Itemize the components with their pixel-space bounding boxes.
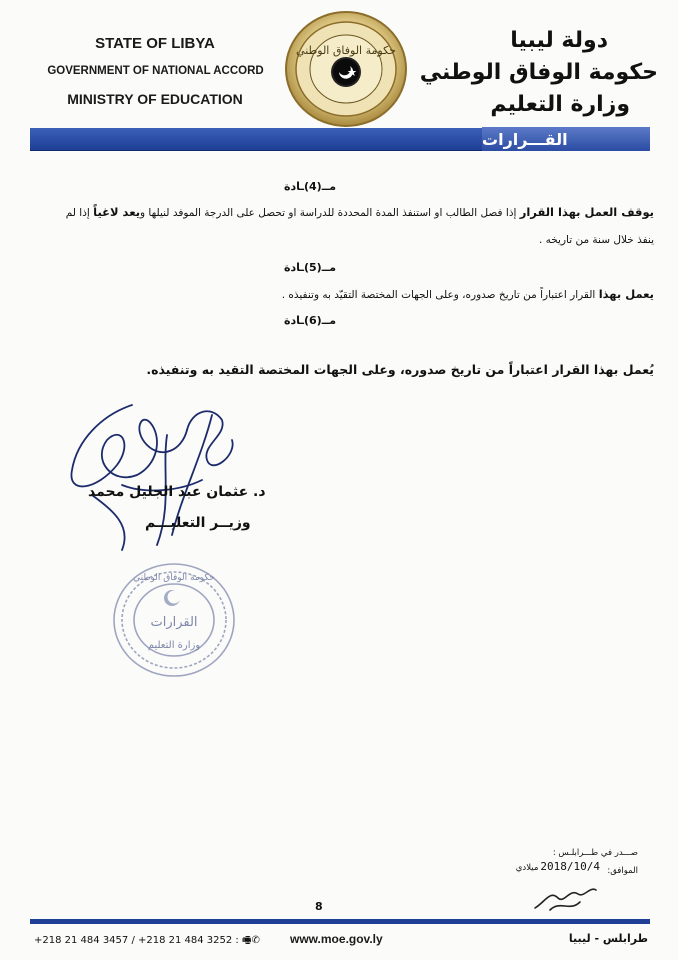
issue-date-suffix: ميلادي: [515, 863, 539, 873]
footer-city: طرابلس - ليبيا: [568, 932, 648, 945]
header-ar-ministry: وزارة التعليم: [490, 92, 630, 117]
issue-signature: [530, 880, 600, 915]
header-en-state: STATE OF LIBYA: [95, 35, 215, 52]
official-stamp: [110, 560, 238, 680]
article-4-heading: مــ(4)ـادة: [283, 180, 337, 193]
header-ar-state: دولة ليبيا: [510, 28, 608, 53]
article-4-body-end: إذا لم ينفذ خلال سنة من تاريخه .: [65, 207, 654, 246]
footer-divider-bar: [30, 919, 650, 924]
issue-place: صـــدر في طـــرابلـس :: [552, 848, 638, 858]
fax-icon: 🖷: [242, 935, 252, 946]
header-en-ministry: MINISTRY OF EDUCATION: [67, 91, 243, 107]
footer-phones: [34, 933, 260, 950]
issue-date: 2018/10/4: [540, 860, 600, 873]
footer-website[interactable]: www.moe.gov.ly: [290, 932, 383, 946]
stamp-text-top: حكومة الوفاق الوطني: [133, 573, 215, 583]
signer-title: وزيــر التعليـــم: [145, 515, 251, 531]
emblem-logo: [284, 10, 408, 128]
article-5-body: القرار اعتباراً من تاريخ صدوره، وعلى الجهات المختصة التقيّد به وتنفيذه .: [281, 289, 599, 301]
closing-statement: يُعمل بهذا القرار اعتباراً من تاريخ صدوره، وعلى الجهات المختصة التقيد به وتنفيذه.: [146, 362, 654, 377]
stamp-text-bottom: وزارة التعليم: [147, 640, 201, 651]
header-en-government: GOVERNMENT OF NATIONAL ACCORD: [47, 65, 264, 77]
article-4-bold-lead: يوقف العمل بهذا القرار: [519, 205, 654, 219]
section-label: القـــرارات: [482, 127, 650, 151]
stamp-text-mid: القرارات: [150, 615, 198, 630]
article-4-body: إذا فصل الطالب او استنفذ المدة المحددة للدراسة او تحصل على الدرجة الموفد لنيلها و: [140, 207, 520, 219]
phone-icon: ✆: [251, 935, 260, 946]
emblem-text: حكومة الوفاق الوطني: [296, 44, 396, 57]
header-ar-government: حكومة الوفاق الوطني: [419, 60, 658, 85]
article-5-bold-lead: يعمل بهذا: [598, 287, 654, 301]
article-5-heading: مــ(5)ـادة: [283, 261, 337, 274]
article-6-heading: مــ(6)ـادة: [283, 314, 337, 327]
article-4-bold-mid: يعد لاغياً: [93, 205, 141, 219]
article-4-text: [64, 199, 654, 254]
signer-name: د. عثمان عبد الجليل محمد: [88, 484, 266, 500]
issue-date-row: [516, 860, 600, 873]
footer-phones-text: +218 21 484 3457 / +218 21 484 3252 :: [34, 935, 239, 946]
article-5-text: [64, 281, 654, 309]
page-number: 8: [315, 900, 323, 913]
issue-date-label: الموافق:: [607, 866, 638, 876]
